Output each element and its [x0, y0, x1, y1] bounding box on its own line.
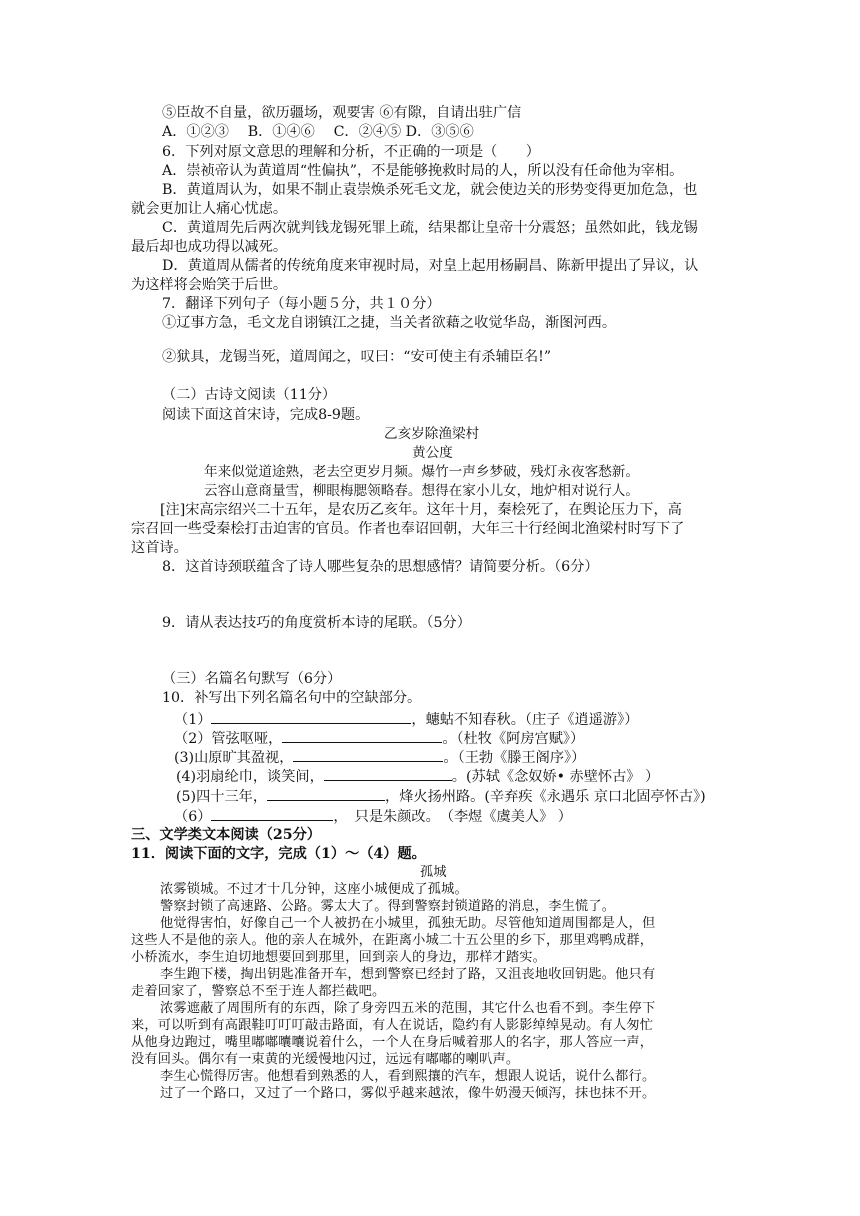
story-title: 孤城	[420, 865, 447, 880]
q6-option-c-line1: C．黄道周先后两次就判钱龙锡死罪上疏，结果都让皇帝十分震怒；虽然如此，钱龙锡	[162, 220, 698, 236]
story-paragraph-6: 李生心慌得厉害。他想看到熟悉的人，看到熙攘的汽车，想跟人说话，说什么都行。	[160, 1069, 656, 1084]
dictation-item-4-prefix: (4)羽扇纶巾，谈笑间，	[176, 769, 324, 785]
dictation-item-6-prefix: （6）	[174, 809, 212, 825]
q7-stem: 7．翻译下列句子（每小题５分，共１０分）	[162, 296, 441, 312]
story-paragraph-3-line-3: 小桥流水，李生迫切地想要回到那里，回到亲人的身边，那样才踏实。	[131, 950, 547, 965]
question-9: 9．请从表达技巧的角度赏析本诗的尾联。（5分）	[162, 615, 471, 631]
poem-author: 黄公度	[412, 445, 453, 461]
dictation-item-6	[174, 806, 572, 827]
story-paragraph-4-line-2: 走着回家了，警察总不至于连人都拦截吧。	[131, 984, 386, 999]
story-paragraph-4-line-1: 李生跑下楼，掏出钥匙准备开车，想到警察已经封了路，又沮丧地收回钥匙。他只有	[160, 967, 656, 982]
q5-item-tail: ⑤臣故不自量，欲历疆场，观要害 ⑥有隙，自请出驻广信	[162, 105, 522, 121]
dictation-item-3-source: 。（王勃《滕王阁序》）	[443, 750, 586, 766]
q6-option-d-line1: D．黄道周从儒者的传统角度来审视时局，对皇上起用杨嗣昌、陈新甲提出了异议，认	[162, 258, 699, 274]
q6-option-b-line2: 就会更加让人痛心忧虑。	[131, 201, 288, 217]
question-10-stem: 10．补写出下列名篇名句中的空缺部分。	[162, 690, 422, 706]
story-paragraph-3-line-2: 这些人不是他的亲人。他的亲人在城外，在距离小城二十五公里的乡下，那里鸡鸭成群，	[131, 933, 654, 948]
poem-title: 乙亥岁除渔梁村	[384, 426, 480, 442]
literature-section-heading: 三、文学类文本阅读（25分）	[131, 827, 321, 843]
story-paragraph-7: 过了一个路口，又过了一个路口，雾似乎越来越浓，像牛奶漫天倾泻，抹也抹不开。	[160, 1086, 656, 1101]
dictation-item-1	[174, 709, 638, 730]
dictation-item-6-source: ， 只是朱颜改。 （李煜《虞美人》 ）	[333, 809, 572, 825]
poem-line-2: 云容山意商量雪，柳眼梅腮领略春。想得在家小儿女，地炉相对说行人。	[204, 483, 639, 499]
dictation-item-5-prefix: (5)四十三年，	[176, 789, 268, 805]
poem-line-1: 年来似觉道途熟，老去空更岁月频。爆竹一声乡梦破，残灯永夜客愁新。	[204, 464, 639, 480]
q7-sentence-2: ②狱具，龙锡当死，道周闻之，叹曰：“安可使主有杀辅臣名!”	[162, 349, 552, 365]
poetry-intro: 阅读下面这首宋诗，完成8-9题。	[162, 407, 370, 423]
story-paragraph-5-line-4: 没有回头。偶尔有一束黄的光缓慢地闪过，远远有嘟嘟的喇叭声。	[131, 1052, 520, 1067]
answer-blank-4[interactable]	[324, 766, 452, 781]
question-8: 8．这首诗颈联蕴含了诗人哪些复杂的思想感情？请简要分析。（6分）	[162, 559, 599, 575]
q6-option-c-line2: 最后却也成功得以减死。	[131, 239, 288, 255]
dictation-item-5	[176, 786, 706, 807]
poem-note-line-1: [注]宋高宗绍兴二十五年，是农历乙亥年。这年十月，秦桧死了，在舆论压力下，高	[160, 502, 682, 518]
story-paragraph-5-line-2: 来，可以听到有高跟鞋叮叮叮敲击路面，有人在说话，隐约有人影影绰绰晃动。有人匆忙	[131, 1018, 654, 1033]
dictation-item-3	[174, 747, 585, 768]
dictation-item-2	[174, 728, 584, 749]
q6-stem: 6．下列对原文意思的理解和分析，不正确的一项是（ ）	[162, 144, 540, 160]
dictation-section-heading: （三）名篇名句默写（6分）	[162, 671, 342, 687]
answer-blank-3[interactable]	[293, 747, 443, 762]
answer-blank-1[interactable]	[211, 709, 411, 724]
q6-option-b-line1: B．黄道周认为，如果不制止袁崇焕杀死毛文龙，就会使边关的形势变得更加危急，也	[162, 182, 698, 198]
dictation-item-1-source: ，蟪蛄不知春秋。（庄子《逍遥游》）	[411, 712, 639, 728]
story-paragraph-5-line-3: 从他身边跑过，嘴里嘟嘟囔囔说着什么，一个人在身后喊着那人的名字，那人答应一声，	[131, 1035, 654, 1050]
story-paragraph-2: 警察封锁了高速路、公路。雾太大了。得到警察封锁道路的消息，李生慌了。	[160, 899, 616, 914]
answer-blank-5[interactable]	[267, 786, 385, 801]
dictation-item-3-prefix: (3)山原旷其盈视，	[174, 750, 294, 766]
dictation-item-1-prefix: （1）	[174, 712, 212, 728]
answer-blank-6[interactable]	[211, 806, 333, 821]
story-paragraph-5-line-1: 浓雾遮蔽了周围所有的东西，除了身旁四五米的范围，其它什么也看不到。李生停下	[160, 1001, 656, 1016]
story-paragraph-3-line-1: 他觉得害怕，好像自己一个人被扔在小城里，孤独无助。尽管他知道周围都是人，但	[160, 916, 656, 931]
dictation-item-2-prefix: （2）管弦呕哑，	[174, 731, 283, 747]
poem-note-line-2: 宗召回一些受秦桧打击迫害的官员。作者也奉诏回朝，大年三十行经闽北渔梁村时写下了	[131, 521, 685, 537]
poetry-section-heading: （二）古诗文阅读（11分）	[162, 387, 337, 403]
dictation-item-5-source: ，烽火扬州路。(辛弃疾《永遇乐 京口北固亭怀古》)	[385, 789, 706, 805]
answer-blank-2[interactable]	[282, 728, 442, 743]
dictation-item-4-source: 。(苏轼《念奴娇• 赤壁怀古》 ）	[451, 769, 660, 785]
poem-note-line-3: 这首诗。	[131, 540, 188, 556]
q7-sentence-1: ①辽事方急，毛文龙自诩镇江之捷，当关者欲藉之收觉华岛，渐图河西。	[162, 315, 617, 331]
dictation-item-4	[176, 766, 659, 787]
q6-option-d-line2: 为这样将会贻笑于后世。	[131, 277, 288, 293]
dictation-item-2-source: 。（杜牧《阿房宫赋》）	[442, 731, 585, 747]
q5-options: A．①②③ B．①④⑥ C．②④⑤ D．③⑤⑥	[162, 124, 474, 140]
story-paragraph-1: 浓雾锁城。不过才十几分钟，这座小城便成了孤城。	[160, 882, 468, 897]
q6-option-a: A．崇祯帝认为黄道周“性偏执”，不是能够挽救时局的人，所以没有任命他为宰相。	[162, 163, 684, 179]
question-11-stem: 11．阅读下面的文字，完成（1）～（4）题。	[131, 846, 426, 862]
